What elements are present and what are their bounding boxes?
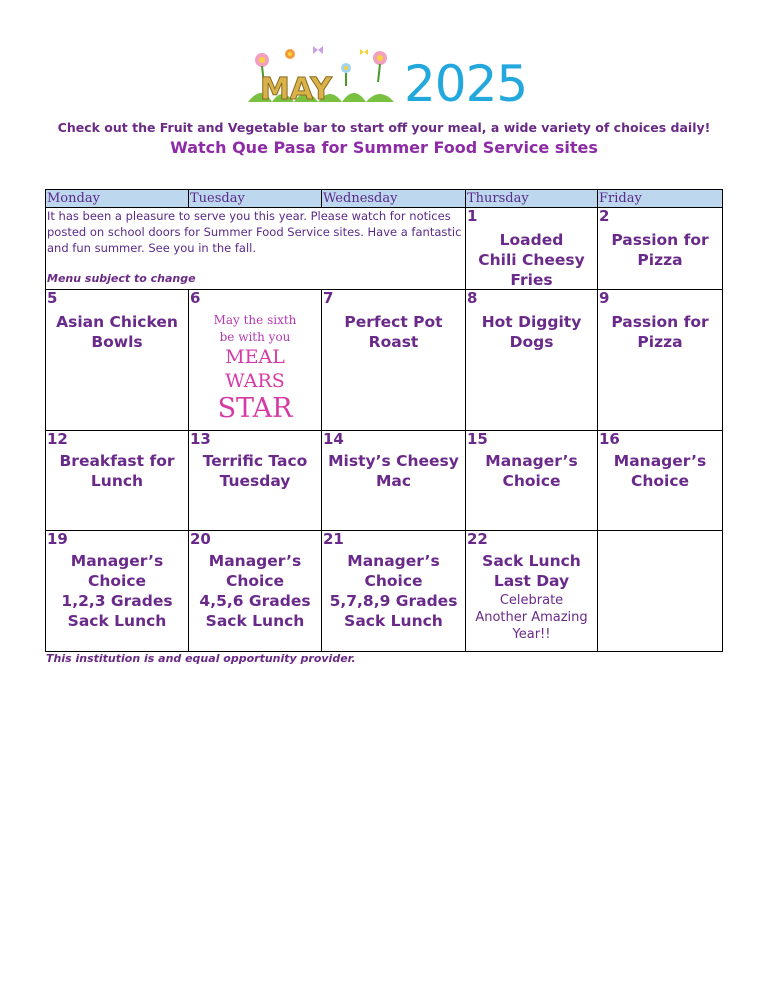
celebrate-line: Another Amazing bbox=[475, 610, 588, 625]
may-sixth-text bbox=[189, 312, 321, 346]
equal-opportunity-note: This institution is and equal opportunity provider. bbox=[46, 652, 356, 665]
menu-item: Manager’s bbox=[70, 552, 164, 570]
day-cell-13 bbox=[188, 430, 322, 531]
menu-item: Bowls bbox=[91, 333, 143, 351]
day-number: 5 bbox=[47, 289, 58, 307]
day-header-wednesday: Wednesday bbox=[321, 189, 466, 208]
logo-text: MAY bbox=[260, 72, 332, 106]
menu-item: Fries bbox=[510, 271, 553, 289]
summer-food-note: Watch Que Pasa for Summer Food Service sites bbox=[170, 138, 598, 157]
menu-item: Roast bbox=[368, 333, 419, 351]
menu-item: Passion for bbox=[611, 313, 709, 331]
menu-item: Dogs bbox=[509, 333, 554, 351]
day-cell-1 bbox=[465, 207, 598, 290]
meal-line: MEAL bbox=[225, 346, 285, 368]
day-cell-8 bbox=[465, 289, 598, 431]
menu-item: Choice bbox=[87, 572, 147, 590]
day-number: 19 bbox=[47, 530, 68, 548]
day-cell-16 bbox=[597, 430, 723, 531]
celebrate-line: Year!! bbox=[512, 627, 551, 642]
menu-item: Lunch bbox=[90, 472, 144, 490]
day-cell-22 bbox=[465, 530, 598, 652]
day-number: 6 bbox=[190, 289, 201, 307]
menu-item: Manager’s bbox=[208, 552, 302, 570]
day-header-thursday: Thursday bbox=[465, 189, 598, 208]
day-number: 15 bbox=[467, 430, 488, 448]
menu-item: Sack Lunch bbox=[344, 612, 443, 630]
day-cell-9 bbox=[597, 289, 723, 431]
menu-item: Loaded bbox=[499, 231, 564, 249]
day-cell-15 bbox=[465, 430, 598, 531]
menu-item: Perfect Pot bbox=[344, 313, 443, 331]
day-number: 8 bbox=[467, 289, 478, 307]
menu-item: Sack Lunch bbox=[205, 612, 305, 630]
day-cell-7 bbox=[321, 289, 466, 431]
menu-item: Chili Cheesy bbox=[478, 251, 585, 269]
menu-item: Last Day bbox=[493, 572, 570, 590]
day-number: 21 bbox=[323, 530, 344, 548]
menu-subject-note: Menu subject to change bbox=[47, 272, 196, 285]
empty-day-cell bbox=[597, 530, 723, 652]
menu-item: Manager’s bbox=[485, 452, 578, 470]
menu-item: Breakfast for bbox=[59, 452, 175, 470]
menu-item: Choice bbox=[502, 472, 561, 490]
day-cell-20 bbox=[188, 530, 322, 652]
day-cell-2 bbox=[597, 207, 723, 290]
day-number: 7 bbox=[323, 289, 334, 307]
notice-cell bbox=[45, 207, 466, 290]
menu-item: Mac bbox=[375, 472, 412, 490]
celebrate-line: Celebrate bbox=[499, 593, 564, 608]
fruit-veg-note: Check out the Fruit and Vegetable bar to start off your meal, a wide variety of choices daily! bbox=[57, 120, 711, 135]
day-header-friday: Friday bbox=[597, 189, 723, 208]
day-number: 12 bbox=[47, 430, 68, 448]
day-cell-6 bbox=[188, 289, 322, 431]
day-number: 13 bbox=[190, 430, 211, 448]
menu-item: Passion for bbox=[611, 231, 709, 249]
day-cell-19 bbox=[45, 530, 189, 652]
day-number: 16 bbox=[599, 430, 620, 448]
menu-item: Choice bbox=[630, 472, 690, 490]
day-header-tuesday: Tuesday bbox=[188, 189, 322, 208]
star-line: STAR bbox=[217, 393, 293, 424]
day-number: 14 bbox=[323, 430, 344, 448]
notice-text: It has been a pleasure to serve you this year. Please watch for notices posted on school doors for Summer Food Service sites. Have a fantastic and fun summer. See you in the fall. bbox=[47, 209, 462, 255]
may-sixth-line: May the sixth bbox=[213, 313, 297, 327]
menu-item: Choice bbox=[364, 572, 423, 590]
day-cell-14 bbox=[321, 430, 466, 531]
menu-item: Manager’s bbox=[613, 452, 707, 470]
day-cell-12 bbox=[45, 430, 189, 531]
day-number: 1 bbox=[467, 207, 478, 225]
day-number: 20 bbox=[190, 530, 211, 548]
menu-item: Tuesday bbox=[219, 472, 291, 490]
menu-item: 4,5,6 Grades bbox=[199, 592, 311, 610]
menu-item: 5,7,8,9 Grades bbox=[329, 592, 458, 610]
menu-item: Terrific Taco bbox=[202, 452, 308, 470]
year-title: 2025 bbox=[404, 55, 528, 113]
day-cell-5 bbox=[45, 289, 189, 431]
menu-item: Manager’s bbox=[347, 552, 440, 570]
menu-item: Pizza bbox=[637, 251, 683, 269]
menu-item: Sack Lunch bbox=[482, 552, 581, 570]
day-number: 22 bbox=[467, 530, 488, 548]
may-logo-illustration bbox=[242, 44, 404, 106]
be-with-you-line: be with you bbox=[219, 330, 291, 344]
menu-item: Choice bbox=[225, 572, 285, 590]
menu-item: Misty’s Cheesy bbox=[328, 452, 459, 470]
menu-item: Pizza bbox=[637, 333, 683, 351]
menu-item: Sack Lunch bbox=[67, 612, 167, 630]
menu-item: 1,2,3 Grades bbox=[61, 592, 173, 610]
meal-wars-text bbox=[189, 345, 321, 393]
day-header-monday: Monday bbox=[45, 189, 189, 208]
day-number: 2 bbox=[599, 207, 610, 225]
day-number: 9 bbox=[599, 289, 610, 307]
day-cell-21 bbox=[321, 530, 466, 652]
menu-item: Asian Chicken bbox=[56, 313, 178, 331]
menu-item: Hot Diggity bbox=[481, 313, 582, 331]
wars-line: WARS bbox=[225, 370, 285, 392]
